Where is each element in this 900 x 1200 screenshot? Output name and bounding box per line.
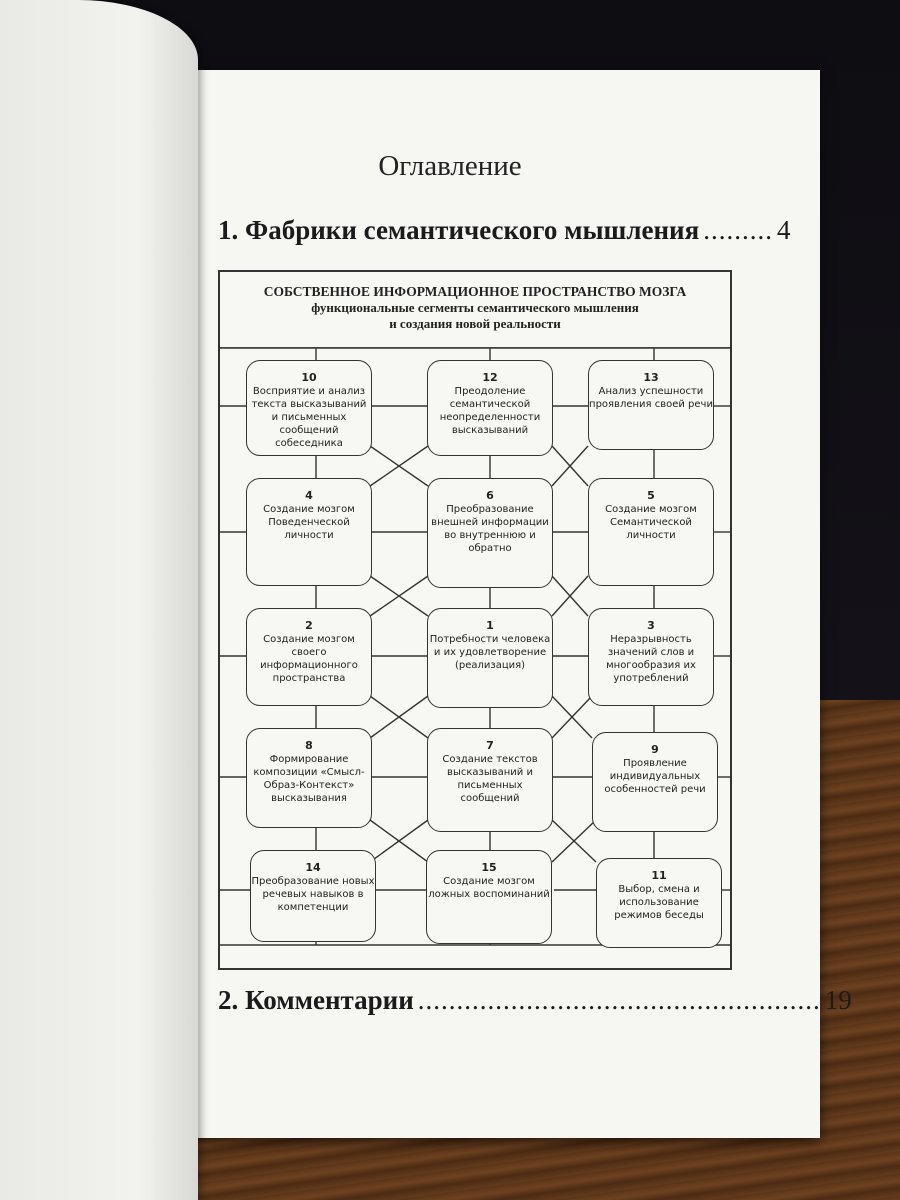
- segment-number: 4: [305, 489, 313, 502]
- segment-number: 15: [481, 861, 497, 874]
- toc-leader-dots: .........: [703, 215, 773, 245]
- segment-text: Формирование композиции «Смысл-Образ-Контекст» высказывания: [253, 754, 365, 804]
- segment-number: 7: [486, 739, 494, 752]
- segment-number: 13: [643, 371, 659, 384]
- toc-page-number: 19: [824, 985, 852, 1015]
- segment-number: 10: [301, 371, 317, 384]
- segment-text: Создание мозгом Поведенческой личности: [263, 504, 355, 541]
- segment-text: Проявление индивидуальных особенностей речи: [604, 758, 706, 795]
- segment-box-1: [427, 608, 553, 708]
- segment-box-13: [588, 360, 714, 450]
- toc-entry-label: 1. Фабрики семантического мышления: [218, 215, 700, 245]
- segment-number: 8: [305, 739, 313, 752]
- segment-box-2: [246, 608, 372, 706]
- segment-text: Неразрывность значений слов и многообразия их употреблений: [606, 634, 696, 684]
- segment-number: 3: [647, 619, 655, 632]
- segment-box-7: [427, 728, 553, 832]
- segment-text: Создание мозгом своего информационного пространства: [260, 634, 358, 684]
- segment-number: 2: [305, 619, 313, 632]
- segment-box-3: [588, 608, 714, 706]
- segment-box-15: [426, 850, 552, 944]
- segment-text: Преодоление семантической неопределенности высказываний: [439, 386, 541, 436]
- segment-number: 6: [486, 489, 494, 502]
- toc-entry-label: 2. Комментарии: [218, 985, 414, 1015]
- segments-diagram: [218, 270, 732, 970]
- segment-text: Преобразование внешней информации во внутреннюю и обратно: [431, 504, 549, 554]
- segment-box-9: [592, 732, 718, 832]
- toc-entry-1[interactable]: [218, 215, 791, 246]
- segment-text: Анализ успешности проявления своей речи: [589, 386, 713, 410]
- segment-box-11: [596, 858, 722, 948]
- segment-box-12: [427, 360, 553, 456]
- segment-text: Создание текстов высказываний и письменных сообщений: [442, 754, 538, 804]
- segment-number: 11: [651, 869, 667, 882]
- segment-box-14: [250, 850, 376, 942]
- toc-title: Оглавление: [378, 150, 522, 182]
- segment-number: 14: [305, 861, 321, 874]
- segment-text: Создание мозгом ложных воспоминаний: [428, 876, 550, 900]
- toc-leader-dots: ....................................................: [417, 985, 821, 1015]
- toc-page-number: 4: [776, 215, 791, 245]
- segment-text: Создание мозгом Семантической личности: [605, 504, 697, 541]
- segment-box-4: [246, 478, 372, 586]
- segment-number: 9: [651, 743, 659, 756]
- segment-text: Преобразование новых речевых навыков в компетенции: [251, 876, 375, 913]
- segment-number: 1: [486, 619, 494, 632]
- segment-number: 5: [647, 489, 655, 502]
- diagram-header-title: СОБСТВЕННОЕ ИНФОРМАЦИОННОЕ ПРОСТРАНСТВО МОЗГА: [263, 284, 687, 299]
- segment-box-6: [427, 478, 553, 588]
- diagram-header: [220, 272, 730, 348]
- segment-box-10: [246, 360, 372, 456]
- segment-box-8: [246, 728, 372, 828]
- segment-text: Восприятие и анализ текста высказываний и письменных сообщений собеседника: [251, 386, 367, 449]
- segment-number: 12: [482, 371, 498, 384]
- diagram-header-subtitle-2: и создания новой реальности: [389, 316, 561, 331]
- segment-text: Потребности человека и их удовлетворение (реализация): [429, 634, 551, 671]
- segment-box-5: [588, 478, 714, 586]
- diagram-header-subtitle: функциональные сегменты семантического мышления: [311, 300, 639, 315]
- segment-text: Выбор, смена и использование режимов беседы: [614, 884, 704, 921]
- toc-entry-2[interactable]: [218, 985, 852, 1016]
